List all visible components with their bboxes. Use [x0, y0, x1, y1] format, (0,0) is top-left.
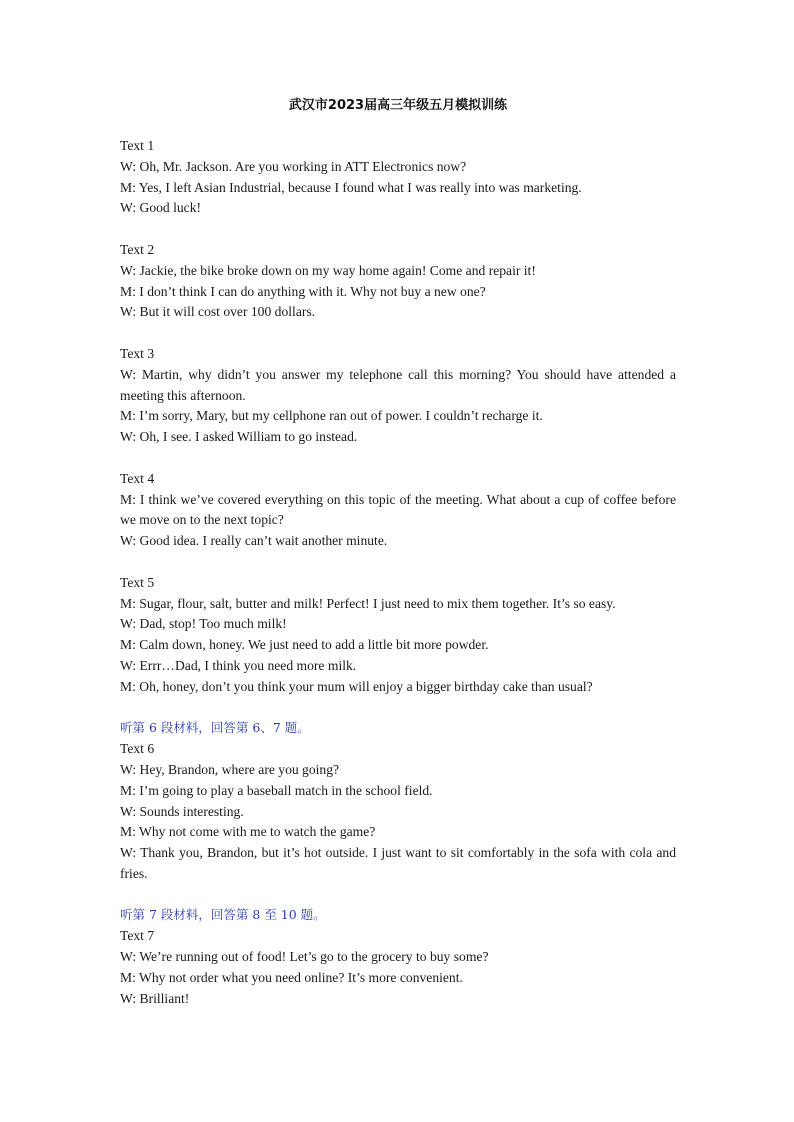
dialogue-line: W: Good idea. I really can’t wait another minute.	[120, 533, 388, 549]
text-7-section	[120, 905, 676, 1009]
dialogue-line: W: But it will cost over 100 dollars.	[120, 304, 316, 320]
dialogue-line: W: Sounds interesting.	[120, 803, 244, 819]
dialogue-line: W: Oh, Mr. Jackson. Are you working in ATT Electronics now?	[120, 158, 467, 174]
text-3-heading: Text 3	[120, 345, 155, 361]
dialogue-line: W: We’re running out of food! Let’s go to the grocery to buy some?	[120, 949, 489, 965]
text-2-heading: Text 2	[120, 241, 155, 257]
dialogue-line: W: Good luck!	[120, 200, 202, 216]
text-6-heading: Text 6	[120, 741, 155, 757]
dialogue-line: M: Why not order what you need online? It’s more convenient.	[120, 969, 463, 985]
text-5-section	[120, 573, 676, 698]
text-1-section	[120, 136, 676, 219]
dialogue-line: W: Oh, I see. I asked William to go instead.	[120, 429, 358, 445]
text-6-section	[120, 718, 676, 884]
document-title: 武汉市2023届高三年级五月模拟训练	[288, 98, 508, 113]
document-page	[120, 96, 676, 1030]
listening-instruction: 听第 6 段材料，回答第 6、7 题。	[120, 720, 310, 736]
dialogue-line: W: Errr…Dad, I think you need more milk.	[120, 657, 357, 673]
dialogue-line: M: I think we’ve covered everything on this topic of the meeting. What about a cup of coffee before we move on to the next topic?	[120, 491, 676, 528]
dialogue-line: W: Martin, why didn’t you answer my telephone call this morning? You should have attended a meeting this afternoon.	[120, 366, 676, 403]
dialogue-line: W: Jackie, the bike broke down on my way home again! Come and repair it!	[120, 262, 536, 278]
dialogue-line: W: Thank you, Brandon, but it’s hot outside. I just want to sit comfortably in the sofa with cola and fries.	[120, 845, 676, 881]
dialogue-line: M: Oh, honey, don’t you think your mum will enjoy a bigger birthday cake than usual?	[120, 678, 593, 694]
text-4-heading: Text 4	[120, 470, 155, 486]
listening-instruction: 听第 7 段材料，回答第 8 至 10 题。	[120, 907, 326, 923]
dialogue-line: M: Why not come with me to watch the game?	[120, 824, 376, 840]
dialogue-line: M: I’m sorry, Mary, but my cellphone ran out of power. I couldn’t recharge it.	[120, 408, 543, 424]
dialogue-line: W: Brilliant!	[120, 990, 190, 1006]
dialogue-line: M: I’m going to play a baseball match in the school field.	[120, 782, 433, 798]
dialogue-line: W: Hey, Brandon, where are you going?	[120, 761, 340, 777]
dialogue-line: M: I don’t think I can do anything with it. Why not buy a new one?	[120, 283, 486, 299]
text-1-heading: Text 1	[120, 138, 155, 153]
dialogue-line: M: Yes, I left Asian Industrial, because I found what I was really into was marketing.	[120, 179, 582, 195]
text-5-heading: Text 5	[120, 574, 155, 590]
dialogue-line: W: Dad, stop! Too much milk!	[120, 616, 287, 632]
dialogue-line: M: Calm down, honey. We just need to add a little bit more powder.	[120, 637, 489, 653]
dialogue-line: M: Sugar, flour, salt, butter and milk! Perfect! I just need to mix them together. It’s so easy.	[120, 595, 616, 611]
text-2-section	[120, 240, 676, 323]
text-7-heading: Text 7	[120, 928, 155, 944]
text-4-section	[120, 469, 676, 552]
text-3-section	[120, 344, 676, 448]
